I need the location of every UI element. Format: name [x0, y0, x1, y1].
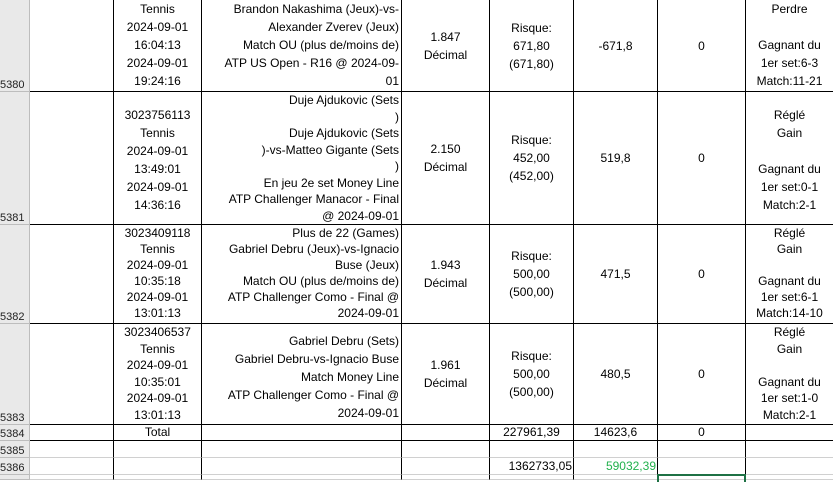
status-line [746, 18, 833, 36]
row-number: 5383 [0, 412, 25, 424]
settled-date: 2024-09-01 [126, 391, 189, 405]
cell-empty[interactable] [114, 441, 202, 458]
placed-time: 10:35:18 [134, 274, 181, 288]
status-line: Gain [776, 126, 803, 140]
selection-line: Duje Ajdukovic (Sets [288, 93, 399, 107]
cell-empty[interactable] [30, 92, 114, 225]
cell-empty[interactable] [746, 441, 833, 458]
risk-amount-paren: (500,00) [509, 285, 554, 299]
sport: Tennis [140, 242, 175, 256]
selection-line: ) [395, 159, 399, 173]
selection-line: 01 [385, 74, 399, 88]
selection-line: ATP Challenger Manacor - Final [228, 192, 399, 206]
total-label-cell[interactable] [114, 425, 202, 441]
odds-format: Décimal [423, 160, 468, 174]
cell-g[interactable] [658, 324, 746, 425]
status-line: 1er set:6-3 [760, 56, 819, 70]
cell-empty[interactable] [114, 458, 202, 475]
cell-selection[interactable] [202, 92, 402, 225]
bet-id: 3023406537 [124, 325, 191, 339]
odds-value: 2.150 [430, 142, 461, 156]
placed-date: 2024-09-01 [126, 358, 189, 372]
cell-empty[interactable] [574, 441, 658, 458]
risk-label: Risque: [511, 249, 552, 263]
selection-line: En jeu 2e set Money Line [263, 175, 399, 190]
row-header-5384[interactable] [0, 425, 30, 441]
status-line [746, 142, 833, 160]
selection-line: Duje Ajdukovic (Sets [288, 126, 399, 140]
status-line: 1er set:6-1 [760, 290, 819, 304]
status-line: Gagnant du [758, 38, 821, 52]
g-value: 0 [698, 38, 705, 53]
cell-empty[interactable] [30, 425, 114, 441]
row-number: 5380 [0, 79, 25, 91]
selection-line: Match Money Line [300, 370, 399, 384]
cell-odds[interactable] [402, 92, 490, 225]
status-line [746, 257, 833, 273]
cell-selection[interactable] [202, 225, 402, 324]
result-total-cell[interactable] [574, 425, 658, 441]
cell-id-sport-dates[interactable] [114, 0, 202, 92]
cell-empty[interactable] [202, 458, 402, 475]
cell-id-sport-dates[interactable] [114, 324, 202, 425]
status-line: 1er set:0-1 [760, 180, 819, 194]
row-header-5385[interactable] [0, 441, 30, 458]
cell-odds[interactable] [402, 324, 490, 425]
cell-result[interactable] [574, 324, 658, 425]
selection-line: )-vs-Matteo Gigante (Sets [261, 142, 399, 157]
row-number: 5381 [0, 212, 25, 224]
cell-risk[interactable] [490, 324, 574, 425]
cell-status[interactable] [746, 0, 833, 92]
odds-format: Décimal [423, 376, 468, 390]
settled-time: 13:01:13 [134, 407, 181, 422]
sport: Tennis [140, 126, 175, 140]
status-line: Match:2-1 [762, 198, 817, 212]
row-header-5380[interactable] [0, 0, 30, 92]
selection-line: Gabriel Debru-vs-Ignacio Buse [234, 352, 399, 366]
row-number: 5385 [0, 445, 25, 457]
cell-id-sport-dates[interactable] [114, 92, 202, 225]
selection-line: Gabriel Debru (Jeux)-vs-Ignacio [228, 242, 399, 256]
risk-amount: 452,00 [513, 151, 550, 165]
selection-line: Match OU (plus de/moins de) [242, 274, 399, 288]
selection-line: ATP US Open - R16 @ 2024-09- [224, 56, 399, 70]
row-header-5382[interactable] [0, 225, 30, 324]
selection-line: Brandon Nakashima (Jeux)-vs- [233, 2, 399, 16]
cell-empty[interactable] [30, 475, 114, 480]
cell-selection[interactable] [202, 0, 402, 92]
bet-id: 3023756113 [124, 108, 191, 122]
cell-empty[interactable] [30, 458, 114, 475]
cell-empty[interactable] [746, 425, 833, 441]
cell-empty[interactable] [490, 475, 574, 480]
cell-empty[interactable] [114, 475, 202, 480]
odds-value: 1.847 [430, 29, 461, 44]
selection-line: Alexander Zverev (Jeux) [268, 20, 399, 34]
placed-time: 13:49:01 [134, 162, 181, 176]
odds-value: 1.961 [430, 358, 461, 372]
cell-empty[interactable] [402, 475, 490, 480]
cell-empty[interactable] [402, 441, 490, 458]
cell-empty[interactable] [202, 425, 402, 441]
row-header-5383[interactable] [0, 324, 30, 425]
selection-line: 2024-09-01 [337, 306, 399, 320]
selection-line: Gabriel Debru (Sets) [288, 334, 399, 348]
summary-value-b-cell[interactable] [574, 458, 658, 475]
status-line [746, 357, 833, 374]
cell-empty[interactable] [30, 225, 114, 324]
cell-g[interactable] [658, 225, 746, 324]
risk-amount: 671,80 [513, 38, 550, 53]
cell-risk[interactable] [490, 92, 574, 225]
risk-label: Risque: [511, 349, 552, 363]
cell-id-sport-dates[interactable] [114, 225, 202, 324]
selection-line: Buse (Jeux) [334, 258, 399, 272]
result-value: 519,8 [600, 151, 631, 165]
g-value: 0 [698, 267, 705, 281]
status-line: Gagnant du [758, 274, 821, 288]
cell-result[interactable] [574, 225, 658, 324]
row-header-5381[interactable] [0, 92, 30, 225]
status-line: 1er set:1-0 [760, 391, 819, 405]
cell-result[interactable] [574, 0, 658, 92]
cell-empty[interactable] [30, 0, 114, 92]
risk-amount: 500,00 [513, 267, 550, 281]
cell-empty[interactable] [574, 475, 658, 480]
result-value: 480,5 [600, 367, 631, 381]
placed-date: 2024-09-01 [126, 20, 189, 34]
status-line: Gagnant du [758, 162, 821, 176]
g-total-cell[interactable] [658, 425, 746, 441]
settled-time: 13:01:13 [134, 306, 181, 320]
cell-empty[interactable] [30, 324, 114, 425]
placed-time: 16:04:13 [134, 38, 181, 52]
cell-g[interactable] [658, 92, 746, 225]
status-line: Gagnant du [758, 374, 821, 389]
g-total: 0 [698, 425, 705, 439]
row-header-next[interactable] [0, 475, 30, 480]
cell-odds[interactable] [402, 0, 490, 92]
cell-empty[interactable] [746, 475, 833, 480]
risk-amount: 500,00 [513, 367, 550, 381]
status-line: Gain [776, 341, 803, 356]
status-line: Match:14-10 [756, 306, 823, 320]
g-value: 0 [698, 367, 705, 381]
cell-empty[interactable] [202, 441, 402, 458]
cell-empty[interactable] [658, 441, 746, 458]
cell-selection[interactable] [202, 324, 402, 425]
risk-label: Risque: [511, 133, 552, 147]
status-line: Réglé [773, 108, 806, 122]
cell-status[interactable] [746, 324, 833, 425]
cell-empty[interactable] [402, 458, 490, 475]
result-value: 471,5 [600, 267, 631, 281]
settled-date: 2024-09-01 [126, 180, 189, 194]
row-header-5386[interactable] [0, 458, 30, 475]
result-total: 14623,6 [593, 425, 638, 439]
g-value: 0 [698, 151, 705, 165]
cell-result[interactable] [574, 92, 658, 225]
result-value: -671,8 [598, 38, 633, 53]
status-line: Gain [776, 242, 803, 256]
placed-time: 10:35:01 [134, 374, 181, 389]
cell-risk[interactable] [490, 225, 574, 324]
selection-line: @ 2024-09-01 [322, 208, 399, 223]
active-cell-selection[interactable] [657, 474, 746, 482]
summary-value-b: 59032,39 [605, 459, 656, 473]
selection-line: Plus de 22 (Games) [292, 226, 399, 240]
cell-empty[interactable] [202, 475, 402, 480]
cell-empty[interactable] [658, 458, 746, 475]
cell-empty[interactable] [30, 441, 114, 458]
total-label: Total [144, 425, 171, 439]
status-line: Perdre [771, 2, 808, 16]
settled-date: 2024-09-01 [126, 56, 189, 70]
status-line: Réglé [773, 226, 806, 240]
sport: Tennis [140, 2, 175, 16]
risk-total-cell[interactable] [490, 425, 574, 441]
selection-line: Match OU (plus de/moins de) [242, 38, 399, 52]
selection-line: 2024-09-01 [337, 406, 399, 420]
cell-status[interactable] [746, 225, 833, 324]
risk-amount-paren: (452,00) [509, 169, 554, 183]
selection-line: ATP Challenger Como - Final @ [227, 290, 399, 304]
selection-line: ) [395, 109, 399, 124]
status-line: Réglé [773, 325, 806, 339]
row-number: 5382 [0, 311, 25, 323]
cell-empty[interactable] [402, 425, 490, 441]
cell-g[interactable] [658, 0, 746, 92]
cell-empty[interactable] [746, 458, 833, 475]
risk-amount-paren: (671,80) [509, 56, 554, 71]
row-number: 5386 [0, 462, 25, 474]
cell-status[interactable] [746, 92, 833, 225]
risk-amount-paren: (500,00) [509, 385, 554, 399]
odds-format: Décimal [423, 276, 468, 290]
cell-risk[interactable] [490, 0, 574, 92]
cell-odds[interactable] [402, 225, 490, 324]
odds-format: Décimal [423, 47, 468, 62]
settled-time: 14:36:16 [134, 198, 181, 212]
odds-value: 1.943 [430, 258, 461, 272]
bet-id: 3023409118 [124, 226, 191, 240]
placed-date: 2024-09-01 [126, 258, 189, 272]
selection-line: ATP Challenger Como - Final @ [227, 388, 399, 402]
risk-label: Risque: [511, 20, 552, 35]
summary-value-a: 1362733,05 [508, 459, 572, 473]
settled-time: 19:24:16 [134, 74, 181, 88]
placed-date: 2024-09-01 [126, 144, 189, 158]
risk-total: 227961,39 [503, 425, 560, 439]
cell-empty[interactable] [490, 441, 574, 458]
status-line: Match:2-1 [762, 407, 817, 422]
status-line: Match:11-21 [756, 74, 823, 88]
settled-date: 2024-09-01 [126, 290, 189, 304]
row-number: 5384 [0, 428, 25, 440]
summary-value-a-cell[interactable] [490, 458, 574, 475]
sport: Tennis [140, 341, 175, 356]
